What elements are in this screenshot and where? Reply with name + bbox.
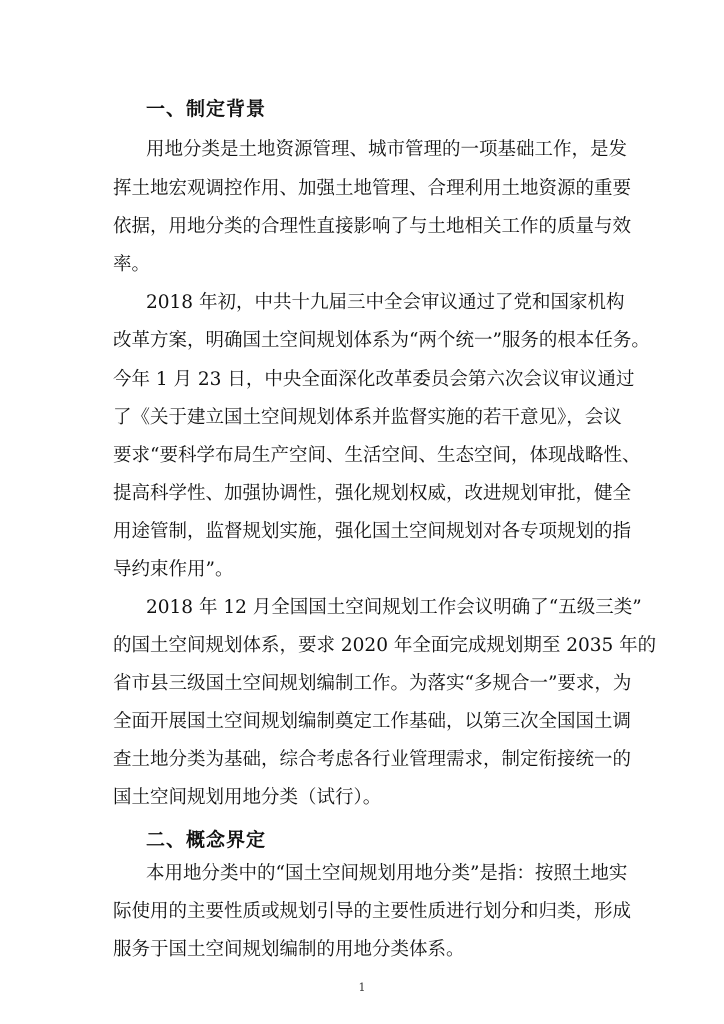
paragraph-line: 服务于国土空间规划编制的用地分类体系。: [113, 939, 465, 960]
paragraph-line: 今年 1 月 23 日，中央全面深化改革委员会第六次会议审议通过: [113, 369, 635, 390]
paragraph-line: 用途管制，监督规划实施，强化国土空间规划对各专项规划的指: [113, 521, 632, 542]
paragraph-line: 的国土空间规划体系，要求 2020 年全面完成规划期至 2035 年的: [113, 635, 657, 656]
paragraph-line: 2018 年初，中共十九届三中全会审议通过了党和国家机构: [146, 292, 625, 313]
section-heading-concepts: 二、概念界定: [146, 829, 267, 851]
paragraph-line: 2018 年 12 月全国国土空间规划工作会议明确了“五级三类”: [146, 597, 642, 618]
paragraph-line: 国土空间规划用地分类（试行）。: [113, 787, 382, 808]
section-heading-background: 一、制定背景: [146, 98, 267, 120]
paragraph-line: 改革方案，明确国土空间规划体系为“两个统一”服务的根本任务。: [113, 330, 650, 351]
paragraph-line: 查土地分类为基础，综合考虑各行业管理需求，制定衔接统一的: [113, 749, 632, 770]
paragraph-line: 挥土地宏观调控作用、加强土地管理、合理利用土地资源的重要: [113, 178, 632, 199]
paragraph-line: 用地分类是土地资源管理、城市管理的一项基础工作，是发: [146, 139, 628, 160]
paragraph-line: 省市县三级国土空间规划编制工作。为落实“多规合一”要求，为: [113, 673, 632, 694]
paragraph-line: 际使用的主要性质或规划引导的主要性质进行划分和归类，形成: [113, 901, 632, 922]
paragraph-line: 依据，用地分类的合理性直接影响了与土地相关工作的质量与效: [113, 216, 632, 237]
paragraph-line: 了《关于建立国土空间规划体系并监督实施的若干意见》，会议: [113, 407, 622, 428]
page-number: 1: [358, 981, 366, 994]
paragraph-line: 本用地分类中的“国土空间规划用地分类”是指：按照土地实: [146, 863, 628, 884]
paragraph-line: 率。: [113, 254, 151, 275]
paragraph-line: 要求“要科学布局生产空间、生活空间、生态空间，体现战略性、: [113, 445, 641, 466]
paragraph-line: 提高科学性、加强协调性，强化规划权威，改进规划审批，健全: [113, 483, 632, 504]
paragraph-line: 全面开展国土空间规划编制奠定工作基础，以第三次全国国土调: [113, 711, 632, 732]
paragraph-line: 导约束作用”。: [113, 559, 234, 580]
